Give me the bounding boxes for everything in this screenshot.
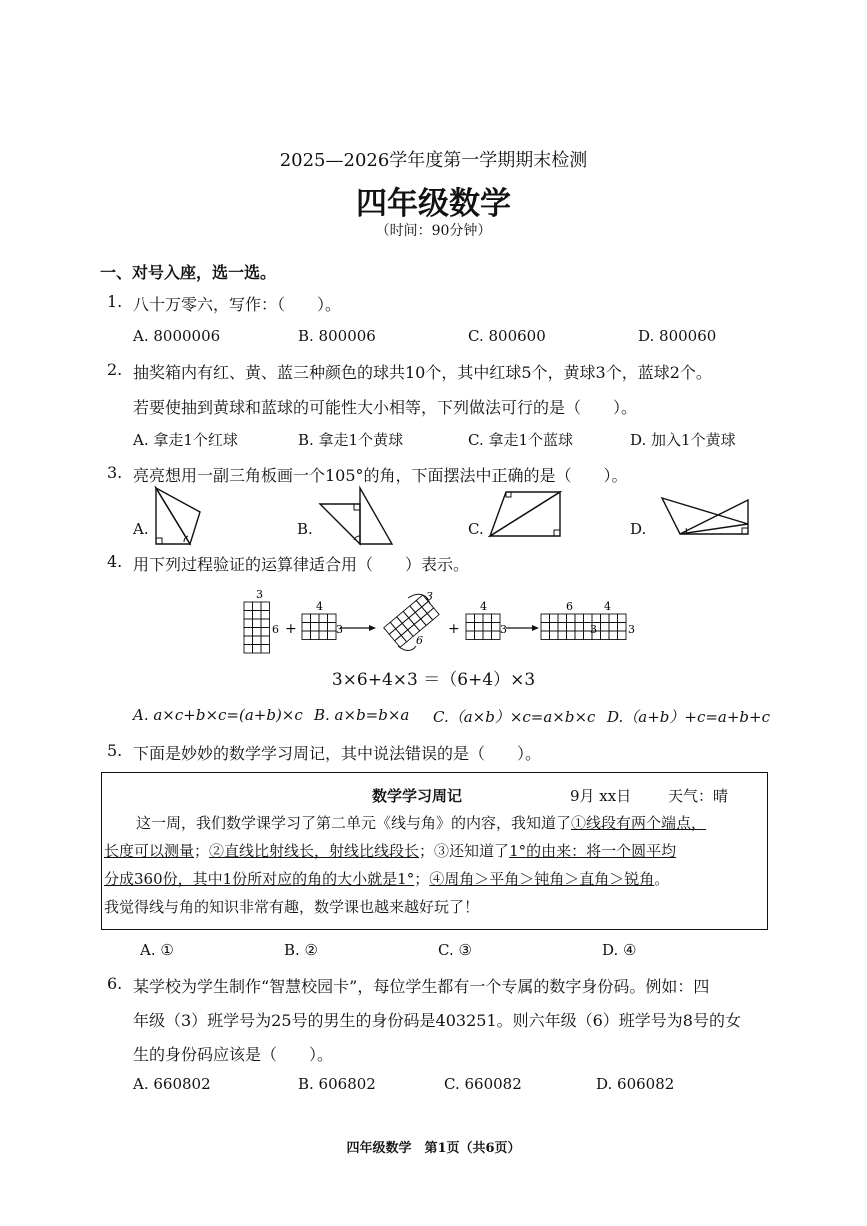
grid-3x6 [244,602,270,653]
grid4-top-left-label: 6 [566,600,573,613]
journal-text: ；③还知道了 [419,842,510,860]
grid-cell [261,602,270,611]
grid-cell [261,619,270,628]
option-b[interactable]: B. 800006 [298,327,376,345]
grid-cell [253,602,262,611]
grid-cell [389,629,401,641]
grid-cell [550,631,559,640]
journal-text: ； [414,870,430,888]
grid-cell [550,614,559,623]
journal-line3 [104,868,669,889]
journal-line2 [104,840,676,861]
grid-cell [261,636,270,645]
option-b[interactable]: B. a×b=b×a [314,706,410,724]
grid-4x3-second [466,614,500,640]
grid-cell [483,614,492,623]
grid-cell [492,623,501,632]
option-c[interactable]: C.（a×b）×c=a×b×c [433,708,596,726]
grid-cell [575,623,584,632]
option-d[interactable]: D. ④ [602,941,637,959]
journal-text: ； [194,842,210,860]
grid1-top-label: 3 [256,588,263,601]
plus-sign: + [285,621,297,637]
grid-cell [414,619,426,631]
grid-cell [541,614,550,623]
grid-cell [261,611,270,620]
triangle-figure-d [660,494,752,538]
option-b[interactable]: B. 606802 [298,1075,376,1093]
grid-cell [475,623,484,632]
page-footer: 四年级数学 第1页（共6页） [346,1141,521,1156]
grid-cell [311,623,320,632]
option-c[interactable]: C. ③ [438,941,472,959]
grid-cell [550,623,559,632]
question-number: 5. [107,741,123,760]
option-b[interactable]: B. 拿走1个黄球 [298,431,404,449]
grid3-side-label: 3 [500,623,507,636]
grid-cell [261,645,270,654]
grid1-side-label: 6 [272,623,279,636]
statement-4: ④周角＞平角＞钝角＞直角＞锐角 [429,870,655,888]
grid-cell [319,623,328,632]
question-text-line3: 生的身份码应该是（ ）。 [133,1045,334,1064]
grid-cell [618,614,627,623]
grid-cell [567,631,576,640]
question-number: 1. [107,292,123,311]
grid-cell [328,623,337,632]
option-c[interactable]: C. 拿走1个蓝球 [468,431,574,449]
grid-cell [558,614,567,623]
grid-cell [422,601,434,613]
question-text: 亮亮想用一副三角板画一个105°的角，下面摆法中正确的是（ ）。 [133,466,628,485]
arrow-2-head [532,625,539,631]
grid-cell [244,602,253,611]
option-d[interactable]: D. [630,520,647,538]
grid-cell [601,623,610,632]
grid-cell [483,631,492,640]
option-c[interactable]: C. 800600 [468,327,546,345]
grid-cell [541,631,550,640]
grid-cell [311,631,320,640]
exam-year-title: 2025—2026学年度第一学期期末检测 [279,150,588,171]
grid-cell [427,608,439,620]
journal-weather: 天气：晴 [668,787,729,805]
equation: 3×6+4×3 ＝（6+4）×3 [331,670,536,690]
question-text: 下面是妙妙的数学学习周记，其中说法错误的是（ ）。 [133,744,542,763]
grid-cell [466,623,475,632]
grid-cell [618,631,627,640]
rotated-side-label: 6 [416,634,423,647]
plus-sign: + [448,621,460,637]
grid-cell [253,611,262,620]
exam-time: （时间：90分钟） [375,223,492,239]
grid-cell [584,614,593,623]
grid-cell [302,614,311,623]
option-c[interactable]: C. 660082 [444,1075,522,1093]
option-a[interactable]: A. ① [140,941,174,959]
grid-cell [403,606,415,618]
triangle-figure-a [150,486,210,548]
grid-cell [475,614,484,623]
question-number: 2. [107,360,123,379]
option-a[interactable]: A. 660802 [133,1075,211,1093]
statement-1-part2: 长度可以测量 [104,842,195,860]
option-c[interactable]: C. [468,520,484,538]
grid-cell [618,623,627,632]
grid-cell [609,631,618,640]
grid-10x3-combined [541,614,626,640]
grid4-side-label: 3 [628,623,635,636]
question-number: 6. [107,974,123,993]
grid-cell [397,611,409,623]
grid-cell [244,611,253,620]
section-title: 一、对号入座，选一选。 [100,263,277,282]
grid-cell [558,623,567,632]
grid-cell [415,607,427,619]
grid-cell [253,619,262,628]
grid-cell [319,631,328,640]
grid-cell [402,618,414,630]
grid-cell [601,614,610,623]
option-d[interactable]: D. 800060 [638,327,717,345]
grid-cell [592,614,601,623]
journal-line4: 我觉得线与角的知识非常有趣，数学课也越来越好玩了！ [104,898,480,916]
grid-cell [244,628,253,637]
journal-title: 数学学习周记 [372,787,463,805]
grid-cell [390,617,402,629]
statement-2: ②直线比射线长，射线比线段长 [209,842,420,860]
triangle-figure-c [488,488,564,540]
grid-cell [567,614,576,623]
grid3-top-label: 4 [480,600,487,613]
grid-cell [395,635,407,647]
grid-cell [261,628,270,637]
grid4-top-right-label: 4 [604,600,611,613]
grid-cell [253,628,262,637]
question-text-line1: 抽奖箱内有红、黄、蓝三种颜色的球共10个，其中红球5个，黄球3个，蓝球2个。 [133,363,712,382]
option-a[interactable]: A. a×c+b×c=(a+b)×c [133,706,303,724]
option-d[interactable]: D.（a+b）+c=a+b+c [607,708,770,726]
grid-cell [410,600,422,612]
journal-text: 。 [654,870,670,888]
statement-3-part2: 分成360份，其中1份所对应的角的大小就是1° [104,870,415,888]
grid-cell [328,631,337,640]
grid-cell [541,623,550,632]
grid-cell [244,645,253,654]
grid-cell [558,631,567,640]
question-text-line2: 若要使抽到黄球和蓝球的可能性大小相等，下列做法可行的是（ ）。 [133,398,638,417]
grid-cell [609,623,618,632]
grid2-top-label: 4 [316,600,323,613]
grid-cell [328,614,337,623]
grid-cell [601,631,610,640]
grid-4x3 [302,614,336,640]
journal-line1 [136,812,706,833]
grid-cell [302,623,311,632]
grid-cell [302,631,311,640]
statement-1-part1: ①线段有两个端点， [571,814,707,832]
grid-cell [244,636,253,645]
statement-3-part1: 1°的由来：将一个圆平均 [509,842,677,860]
question-number: 4. [107,552,123,571]
grid-cell [409,612,421,624]
grid-cell [609,614,618,623]
grid4-mid-label: 3 [590,623,597,636]
grid-cell [253,636,262,645]
question-number: 3. [107,463,123,482]
grid-cell [475,631,484,640]
grid-cell [492,631,501,640]
grid-cell [483,623,492,632]
grid-cell [575,631,584,640]
grid-cell [253,645,262,654]
journal-text: 这一周，我们数学课学习了第二单元《线与角》的内容，我知道了 [136,814,572,832]
question-text: 用下列过程验证的运算律适合用（ ）表示。 [133,555,470,574]
grid2-side-label: 3 [336,623,343,636]
option-d[interactable]: D. 加入1个黄球 [630,431,736,449]
option-a[interactable]: A. 拿走1个红球 [133,431,238,449]
grid-cell [384,622,396,634]
option-b[interactable]: B. ② [284,941,319,959]
option-a[interactable]: A. [133,520,149,538]
arrow-1-head [369,625,376,631]
grid-cell [319,614,328,623]
option-a[interactable]: A. 8000006 [133,327,221,345]
question-text-line1: 某学校为学生制作“智慧校园卡”，每位学生都有一个专属的数字身份码。例如：四 [133,977,710,996]
question-text: 八十万零六，写作：（ ）。 [133,295,342,314]
grid-cell [575,614,584,623]
grid-cell [396,623,408,635]
journal-date: 9月 xx日 [570,787,632,805]
commutative-grid-figure [230,588,640,658]
option-b[interactable]: B. [297,520,313,538]
grid-cell [466,614,475,623]
grid-cell [466,631,475,640]
rotated-top-label: 3 [426,590,433,603]
grid-cell [492,614,501,623]
grid-cell [567,623,576,632]
triangle-figure-b [318,486,394,548]
grid-cell [401,630,413,642]
page-title: 四年级数学 [356,186,511,222]
grid-cell [244,619,253,628]
option-d[interactable]: D. 606082 [596,1075,675,1093]
grid-cell [311,614,320,623]
grid-cell [421,613,433,625]
question-text-line2: 年级（3）班学号为25号的男生的身份码是403251。则六年级（6）班学号为8号的女 [133,1011,741,1030]
